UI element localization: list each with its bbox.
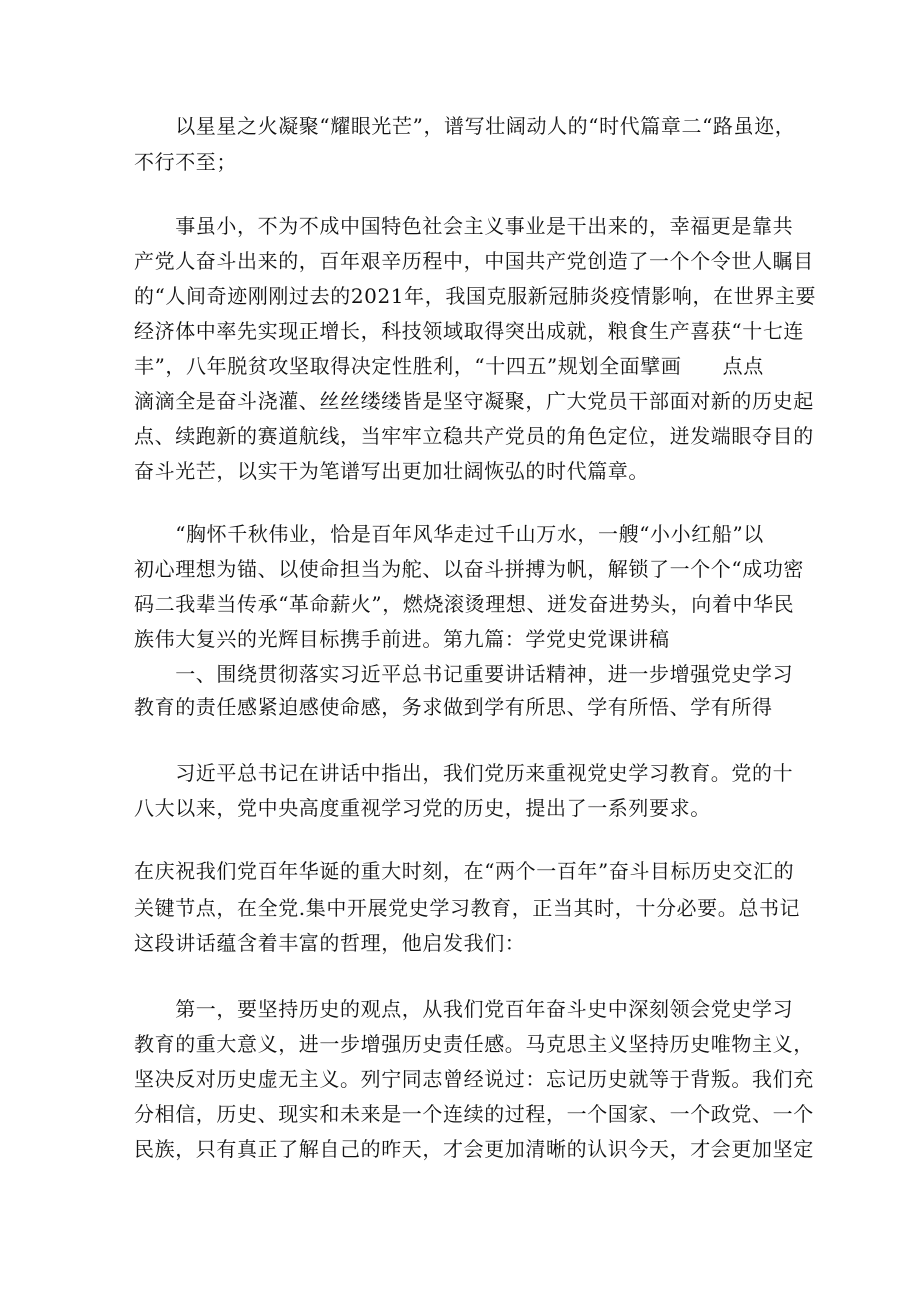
text-line: 教育的重大意义，进一步增强历史责任感。马克思主义坚持历史唯物主义， (134, 1032, 814, 1056)
text-line: 的“人间奇迹刚刚过去的2021年，我国克服新冠肺炎疫情影响，在世界主要 (134, 284, 817, 308)
text-line: “胸怀千秋伟业，恰是百年风华走过千山万水，一艘“小小红船”以 (134, 522, 764, 546)
text-line: 八大以来，党中央高度重视学习党的历史，提出了一系列要求。 (134, 796, 711, 820)
text-line: 点、续跑新的赛道航线，当牢牢立稳共产党员的角色定位，迸发端眼夺目的 (134, 424, 814, 448)
text-line: 码二我辈当传承“革命薪火”，燃烧滚烫理想、迸发奋进势头，向着中华民 (134, 592, 795, 616)
text-line: 产党人奋斗出来的，百年艰辛历程中，中国共产党创造了一个个令世人瞩目 (134, 249, 814, 273)
text-line: 教育的责任感紧迫感使命感，务求做到学有所思、学有所悟、学有所得 (134, 695, 773, 719)
text-line: 这段讲话蕴含着丰富的哲理，他启发我们： (134, 931, 526, 955)
text-line: 以星星之火凝聚“耀眼光芒”，谱写壮阔动人的“时代篇章二“路虽迩， (134, 114, 796, 138)
text-line: 初心理想为锚、以使命担当为舵、以奋斗拼搏为帆，解锁了一个个“成功密 (134, 557, 805, 581)
text-line: 坚决反对历史虚无主义。列宁同志曾经说过：忘记历史就等于背叛。我们充 (134, 1067, 814, 1091)
text-line: 民族，只有真正了解自己的昨天，才会更加清晰的认识今天，才会更加坚定 (134, 1137, 814, 1161)
text-line: 经济体中率先实现正增长，科技领域取得突出成就，粮食生产喜获“十七连 (134, 319, 805, 343)
text-line: 不行不至； (134, 150, 237, 174)
text-line: 分相信，历史、现实和未来是一个连续的过程，一个国家、一个政党、一个 (134, 1102, 814, 1126)
text-line: 一、围绕贯彻落实习近平总书记重要讲话精神，进一步增强党史学习 (134, 662, 794, 686)
text-line: 奋斗光芒，以实干为笔谱写出更加壮阔恢弘的时代篇章。 (134, 459, 649, 483)
text-line: 习近平总书记在讲话中指出，我们党历来重视党史学习教育。党的十 (134, 761, 794, 785)
text-line: 事虽小，不为不成中国特色社会主义事业是干出来的，幸福更是靠共 (134, 214, 794, 238)
text-line: 关键节点，在全党.集中开展党史学习教育，正当其时，十分必要。总书记 (134, 896, 801, 920)
text-line: 在庆祝我们党百年华诞的重大时刻，在“两个一百年”奋斗目标历史交汇的 (134, 859, 795, 883)
text-line: 族伟大复兴的光辉目标携手前进。第九篇：学党史党课讲稿 (134, 627, 670, 651)
text-line: 滴滴全是奋斗浇灌、丝丝缕缕皆是坚守凝聚，广大党员干部面对新的历史起 (134, 389, 814, 413)
text-line: 丰”，八年脱贫攻坚取得决定性胜利，“十四五”规划全面擘画 点点 (134, 354, 764, 378)
text-line: 第一，要坚持历史的观点，从我们党百年奋斗史中深刻领会党史学习 (134, 997, 794, 1021)
